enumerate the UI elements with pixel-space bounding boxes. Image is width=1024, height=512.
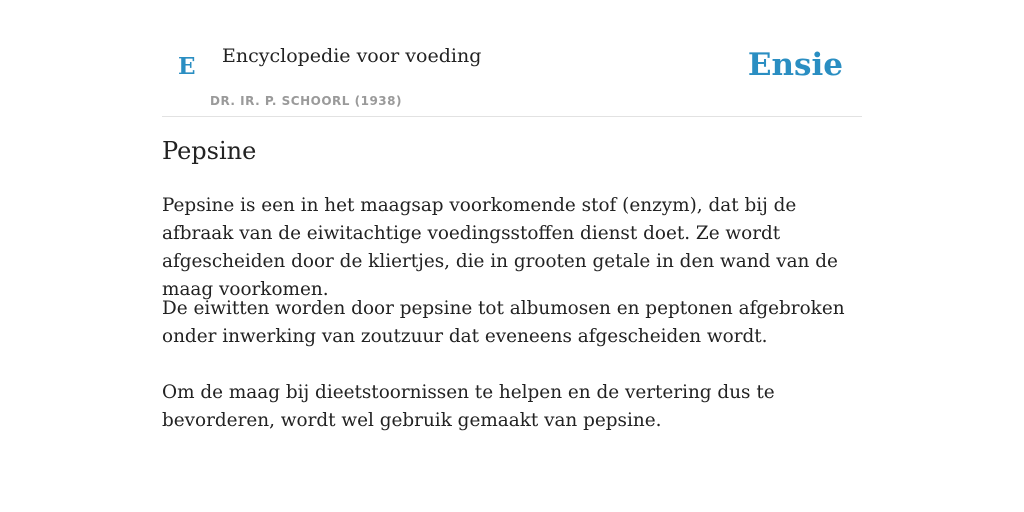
page-container	[162, 0, 862, 431]
entry-paragraph-3: Om de maag bij dieetstoornissen te helpen en de vertering dus te bevorderen, wordt wel gebruik gemaakt van pepsine.	[162, 382, 775, 431]
book-author: DR. IR. P. SCHOORL (1938)	[210, 94, 402, 108]
book-logo-icon[interactable]: E	[178, 53, 196, 80]
entry-paragraph-2: De eiwitten worden door pepsine tot albumosen en peptonen afgebroken onder inwerking van zoutzuur dat eveneens afgescheiden wordt.	[162, 298, 845, 347]
entry-title: Pepsine	[162, 137, 257, 165]
book-title-link[interactable]: Encyclopedie voor voeding	[222, 45, 482, 67]
entry-paragraph-1: Pepsine is een in het maagsap voorkomende stof (enzym), dat bij de afbraak van de eiwitachtige voedingsstoffen dienst doet. Ze wordt afgescheiden door de kliertjes, die in grooten getale in den wand van de maag voorkomen.	[162, 195, 838, 300]
header	[162, 0, 862, 117]
ensie-brand-logo[interactable]: Ensie	[747, 47, 843, 83]
